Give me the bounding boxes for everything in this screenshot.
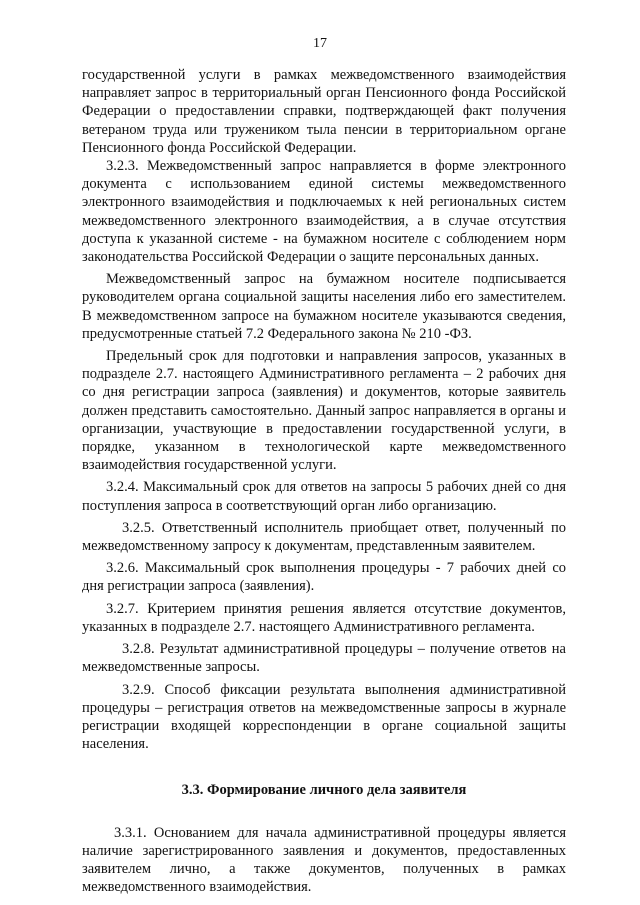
paragraph-3-2-9: 3.2.9. Способ фиксации результата выполнения административной процедуры – регистрация ответов на межведомственные запросы в журнале регистрации входящей корреспонденции в органе социальной защиты населения. — [82, 681, 566, 753]
paragraph-3-2-4: 3.2.4. Максимальный срок для ответов на запросы 5 рабочих дней со дня поступления запроса в соответствующий орган либо организацию. — [82, 479, 566, 514]
section-heading: 3.3. Формирование личного дела заявителя — [181, 782, 467, 799]
document-body — [82, 66, 566, 896]
paragraph-3-2-6: 3.2.6. Максимальный срок выполнения процедуры - 7 рабочих дней со дня регистрации запроса (заявления). — [82, 560, 566, 595]
paragraph-3-2-3: 3.2.3. Межведомственный запрос направляется в форме электронного документа с использованием единой системы межведомственного электронного взаимодействия и подключаемых к ней региональных систем межведомственного электронного взаимодействия, а в случае отсутствия доступа к указанной системе - на бумажном носителе с соблюдением норм законодательства Российской Федерации о защите персональных данных. — [82, 158, 566, 266]
paragraph-3-3-1: 3.3.1. Основанием для начала административной процедуры является наличие зарегистрированного заявления и документов, предоставленных заявителем лично, а также документов, полученных в рамках межведомственного взаимодействия. — [82, 824, 566, 896]
page-number: 17 — [313, 36, 327, 51]
paragraph-continuation: государственной услуги в рамках межведомственного взаимодействия направляет запрос в территориальный орган Пенсионного фонда Российской Федерации о предоставлении справки, подтверждающей факт получения ветераном труда или тружеником тыла пенсии в территориальном органе Пенсионного фонда Российской Федерации. — [82, 67, 566, 156]
paragraph-3-2-5: 3.2.5. Ответственный исполнитель приобщает ответ, полученный по межведомственному запросу к документам, представленным заявителем. — [82, 519, 566, 555]
paragraph-deadline: Предельный срок для подготовки и направления запросов, указанных в подразделе 2.7. настоящего Административного регламента – 2 рабочих дня со дня регистрации запроса (заявления) и документов, которые заявитель должен представить самостоятельно. Данный запрос направляется в органы и организации, участвующие в предоставлении государственной услуги, в порядке, указанном в технологической карте межведомственного взаимодействия государственной услуги. — [82, 348, 566, 474]
paragraph-3-2-8: 3.2.8. Результат административной процедуры – получение ответов на межведомственные запросы. — [82, 641, 566, 676]
paragraph-paper-request: Межведомственный запрос на бумажном носителе подписывается руководителем органа социальной защиты населения либо его заместителем. В межведомственном запросе на бумажном носителе указываются сведения, предусмотренные статьей 7.2 Федерального закона № 210 -ФЗ. — [82, 271, 566, 342]
paragraph-3-2-7: 3.2.7. Критерием принятия решения является отсутствие документов, указанных в подразделе 2.7. настоящего Административного регламента. — [82, 600, 566, 635]
